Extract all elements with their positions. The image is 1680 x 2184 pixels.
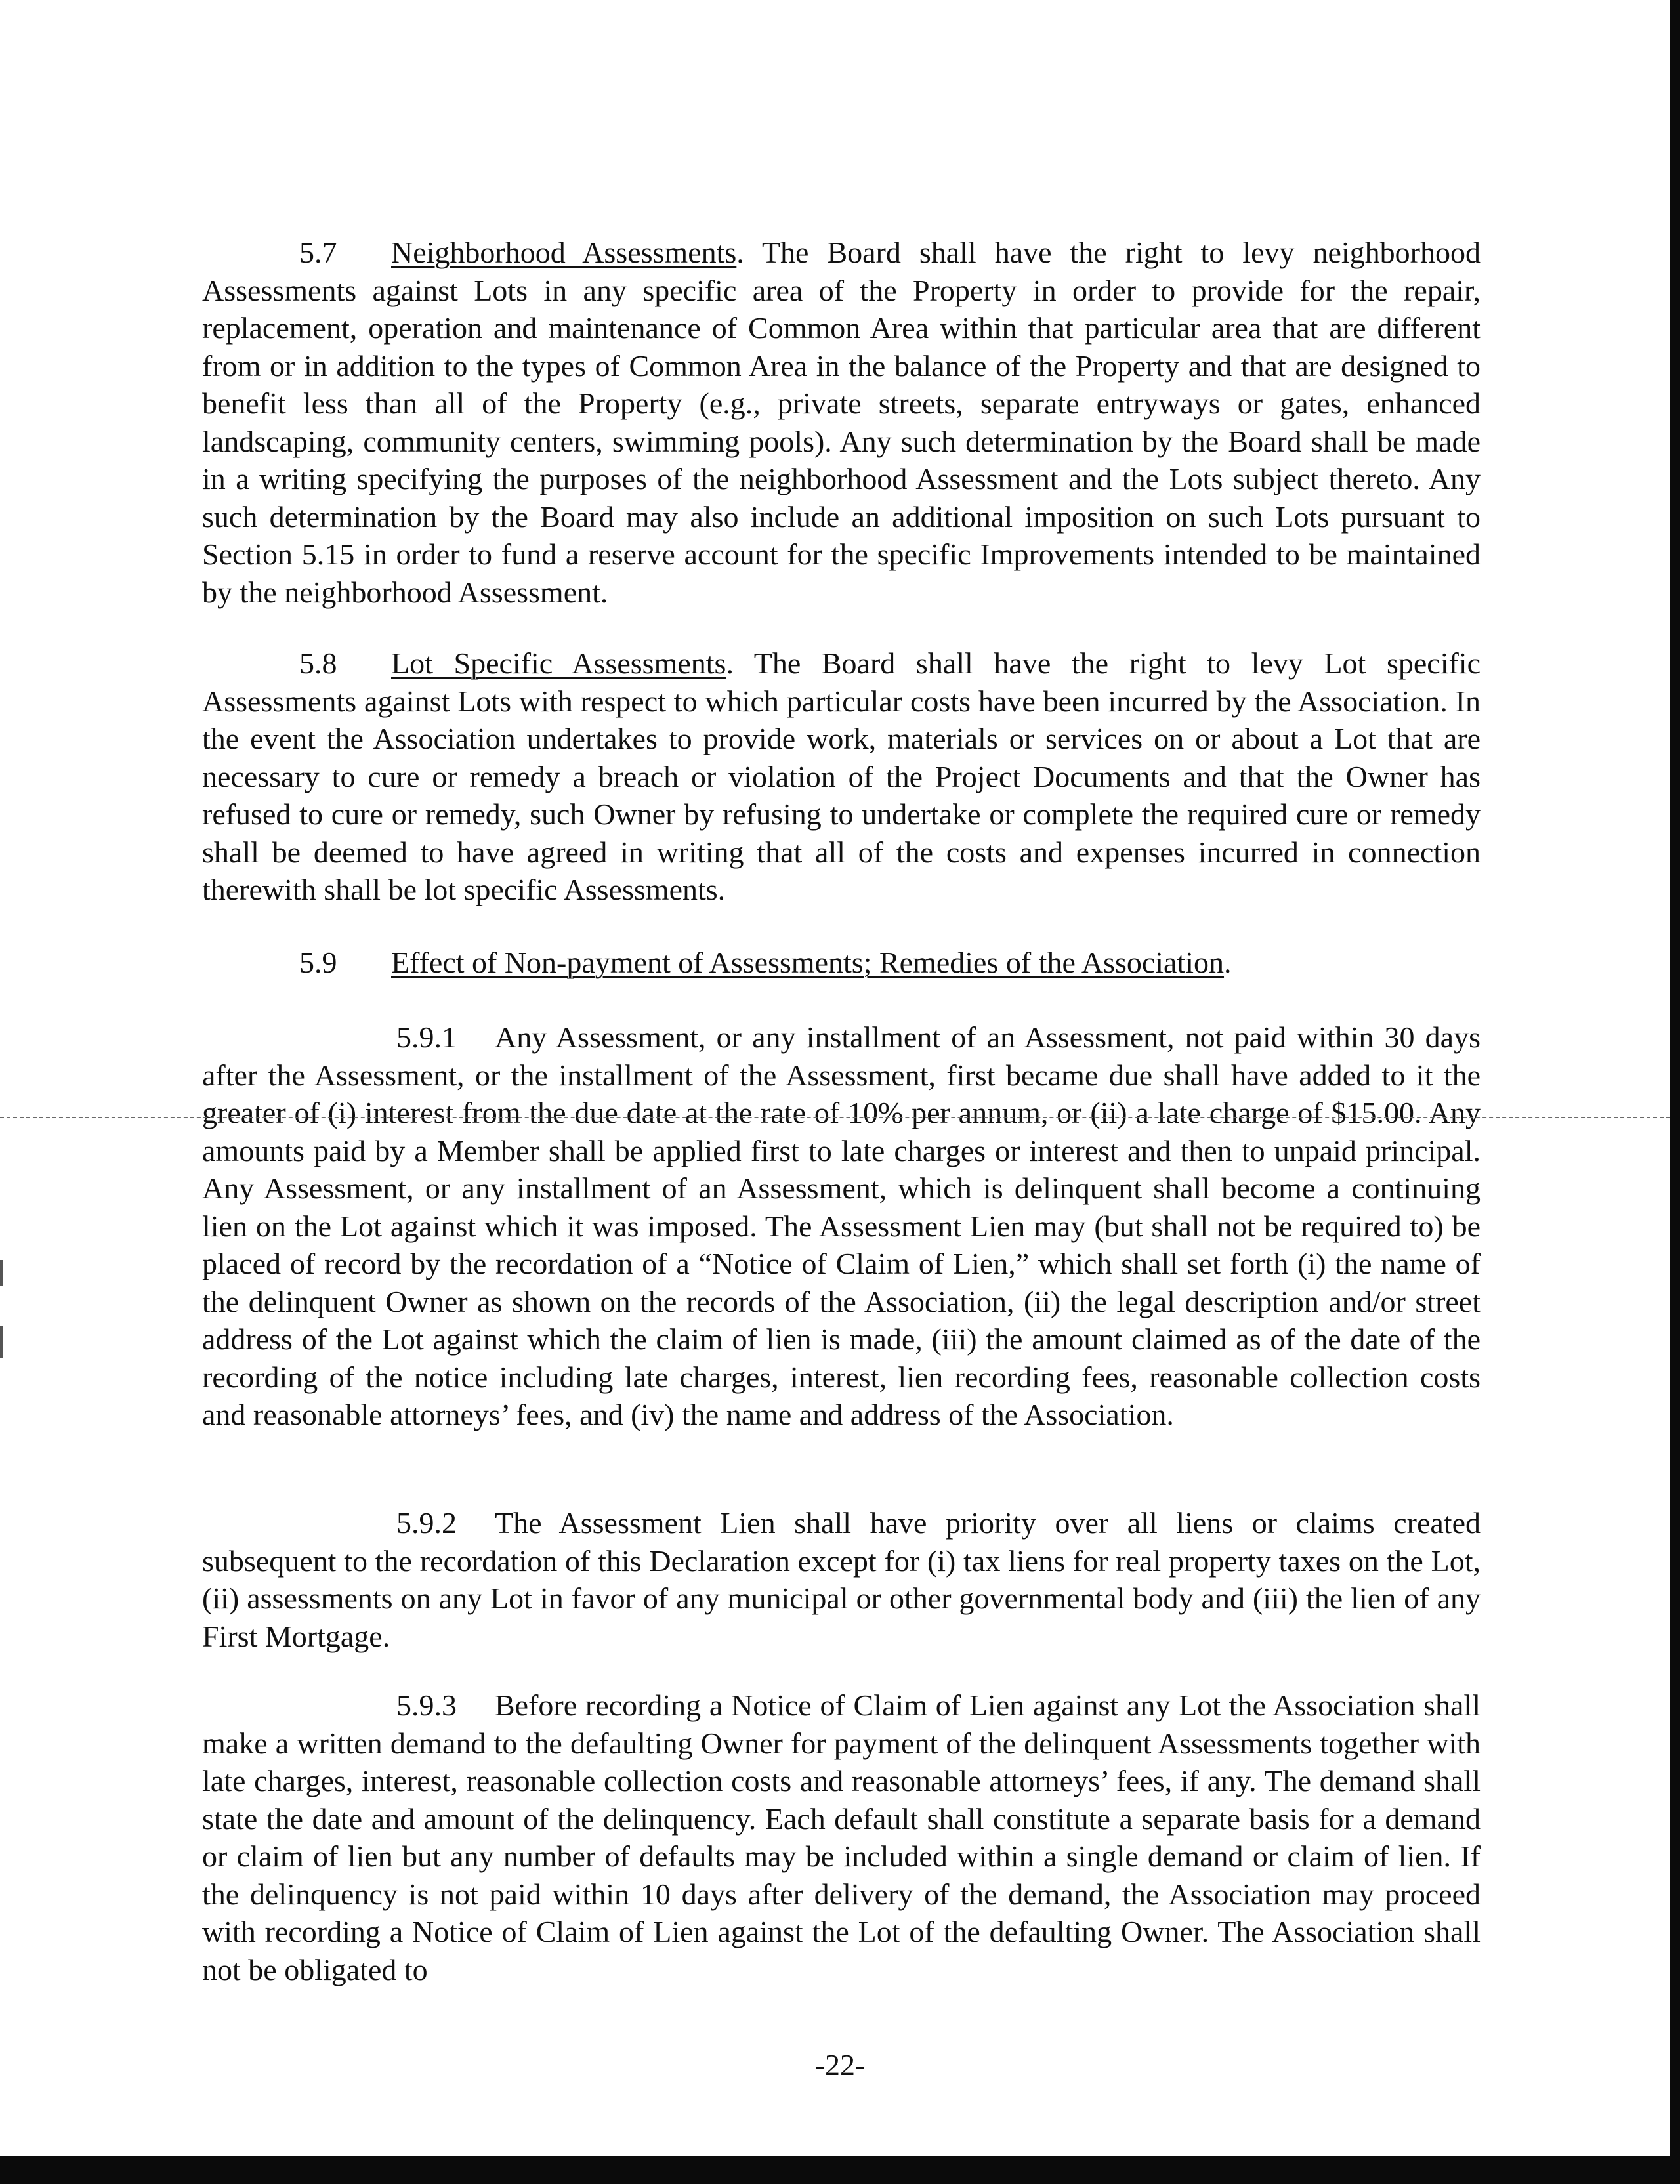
page-number: -22-	[814, 2048, 866, 2082]
section-title: Effect of Non-payment of Assessments; Remedies of the Association	[391, 946, 1225, 979]
subsection-number: 5.9.2	[396, 1506, 457, 1540]
section-5-7-paragraph	[202, 234, 1480, 611]
section-5-9-1-paragraph	[202, 1018, 1480, 1434]
section-number: 5.7	[299, 236, 337, 269]
subsection-number: 5.9.1	[396, 1020, 457, 1054]
section-5-9-3-paragraph	[202, 1687, 1480, 1988]
section-number: 5.8	[299, 646, 337, 680]
scan-border-right	[1670, 0, 1680, 2184]
subsection-body: Before recording a Notice of Claim of Lien against any Lot the Association shall make a written demand to the defaulting Owner for payment of the delinquent Assessments together with late charges, interest, reasonable collection costs and reasonable attorneys’ fees, if any. The demand shall state the date and amount of the delinquency. Each default shall constitute a separate basis for a demand or claim of lien but any number of defaults may be included within a single demand or claim of lien. If the delinquency is not paid within 10 days after delivery of the demand, the Association may proceed with recording a Notice of Claim of Lien against the Lot of the defaulting Owner. The Association shall not be obligated to	[202, 1689, 1480, 1986]
section-body: . The Board shall have the right to levy Lot specific Assessments against Lots with respect to which particular costs have been incurred by the Association. In the event the Association undertakes to provide work, materials or services on or about a Lot that are necessary to cure or remedy a breach or violation of the Project Documents and that the Owner has refused to cure or remedy, such Owner by refusing to undertake or complete the required cure or remedy shall be deemed to have agreed in writing that all of the costs and expenses incurred in connection therewith shall be lot specific Assessments.	[202, 646, 1480, 906]
section-title-period: .	[1224, 946, 1232, 979]
subsection-number: 5.9.3	[396, 1689, 457, 1722]
subsection-body: The Assessment Lien shall have priority over all liens or claims created subsequent to the recordation of this Declaration except for (i) tax liens for real property taxes on the Lot, (ii) assessments on any Lot in favor of any municipal or other governmental body and (iii) the lien of any First Mortgage.	[202, 1506, 1480, 1653]
section-title: Lot Specific Assessments	[391, 646, 726, 680]
section-5-9-2-paragraph	[202, 1504, 1480, 1655]
section-body: . The Board shall have the right to levy neighborhood Assessments against Lots in any specific area of the Property in order to provide for the repair, replacement, operation and maintenance of Common Area within that particular area that are different from or in addition to the types of Common Area in the balance of the Property and that are designed to benefit less than all of the Property (e.g., private streets, separate entryways or gates, enhanced landscaping, community centers, swimming pools). Any such determination by the Board shall be made in a writing specifying the purposes of the neighborhood Assessment and the Lots subject thereto. Any such determination by the Board may also include an additional imposition on such Lots pursuant to Section 5.15 in order to fund a reserve account for the specific Improvements intended to be maintained by the neighborhood Assessment.	[202, 236, 1480, 609]
scan-edge-mark	[0, 1326, 3, 1358]
section-number: 5.9	[299, 946, 337, 979]
scan-artifact-line	[0, 1117, 1670, 1118]
subsection-body: Any Assessment, or any installment of an Assessment, not paid within 30 days after the Assessment, or the installment of the Assessment, first became due shall have added to it the greater of (i) interest from the due date at the rate of 10% per annum, or (ii) a late charge of $15.00. Any amounts paid by a Member shall be applied first to late charges or interest and then to unpaid principal. Any Assessment, or any installment of an Assessment, which is delinquent shall become a continuing lien on the Lot against which it was imposed. The Assessment Lien may (but shall not be required to) be placed of record by the recordation of a “Notice of Claim of Lien,” which shall set forth (i) the name of the delinquent Owner as shown on the records of the Association, (ii) the legal description and/or street address of the Lot against which the claim of lien is made, (iii) the amount claimed as of the date of the recording of the notice including late charges, interest, lien recording fees, reasonable collection costs and reasonable attorneys’ fees, and (iv) the name and address of the Association.	[202, 1020, 1480, 1431]
section-title: Neighborhood Assessments	[391, 236, 737, 269]
section-5-8-paragraph	[202, 644, 1480, 909]
section-5-9-heading	[202, 944, 1480, 982]
scan-edge-mark	[0, 1260, 3, 1286]
scan-border-bottom	[0, 2156, 1680, 2184]
